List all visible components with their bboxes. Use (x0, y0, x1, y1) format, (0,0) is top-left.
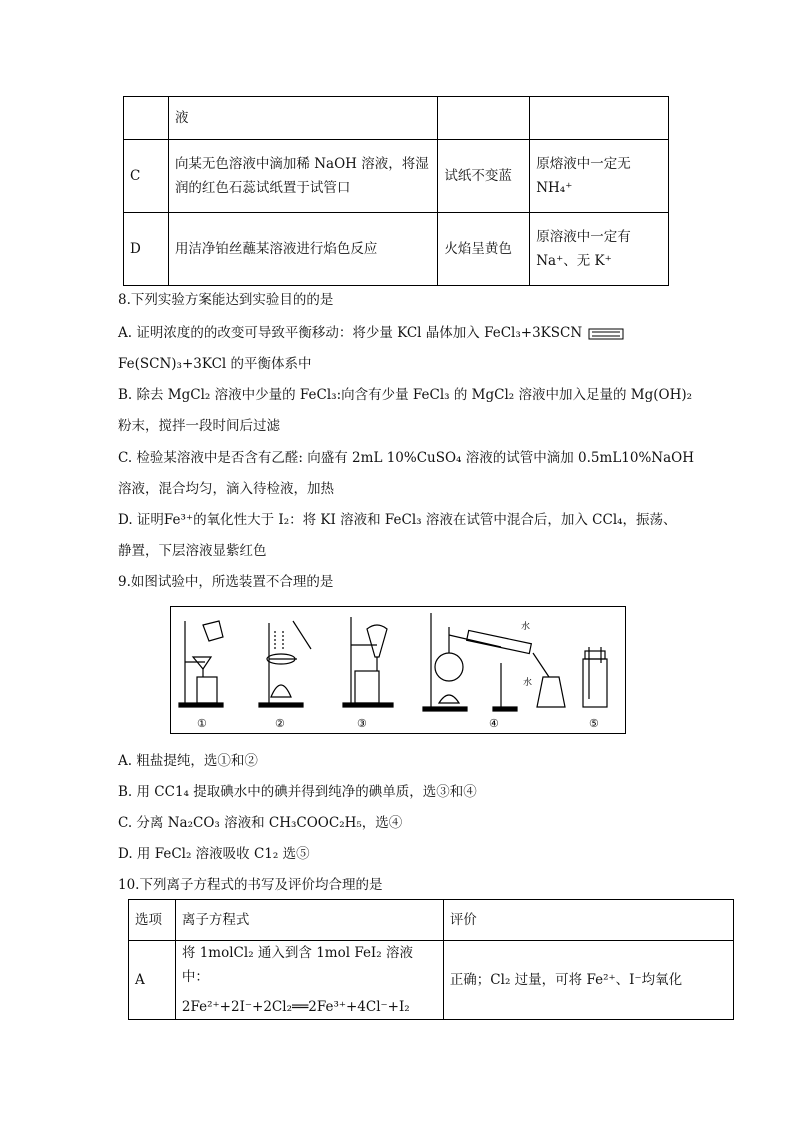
figure-label-2: ② (275, 717, 285, 730)
figure-label-1: ① (197, 717, 207, 730)
apparatus-5-icon (583, 647, 607, 707)
q9-option-d: D. 用 FeCl₂ 溶液吸收 C1₂ 选⑤ (118, 846, 310, 862)
cell-label: D (124, 213, 169, 286)
q8-option-c-line1: C. 检验某溶液中是否含有乙醛: 向盛有 2mL 10%CuSO₄ 溶液的试管中滴加 0.5mL10%NaOH (118, 450, 694, 466)
q8-option-a-line2: Fe(SCN)₃+3KCl 的平衡体系中 (118, 356, 312, 372)
cell-phenomenon (438, 97, 530, 140)
figure-label-4: ④ (489, 717, 499, 730)
q10-stem: 10.下列离子方程式的书写及评价均合理的是 (118, 877, 383, 893)
cell-conclusion: 原溶液中一定有 Na⁺、无 K⁺ (530, 213, 669, 286)
q8-option-a-text: A. 证明浓度的的改变可导致平衡移动：将少量 KCl 晶体加入 FeCl₃+3KSCN (118, 325, 583, 341)
table-row (124, 97, 669, 140)
figure-label-5: ⑤ (589, 717, 599, 730)
cell-operation: 用洁净铂丝蘸某溶液进行焰色反应 (168, 213, 437, 286)
apparatus-figure (170, 606, 626, 734)
equilibrium-arrow-icon (588, 328, 624, 340)
cell-conclusion (530, 97, 669, 140)
q9-stem: 9.如图试验中，所选装置不合理的是 (118, 574, 334, 590)
q8-option-d-line1: D. 证明Fe³⁺的氧化性大于 I₂：将 KI 溶液和 FeCl₃ 溶液在试管中混合后，加入 CCl₄，振荡、 (118, 512, 677, 528)
apparatus-2-icon (259, 621, 311, 707)
water-label: 水 (523, 678, 533, 688)
cell-phenomenon: 试纸不变蓝 (438, 140, 530, 213)
q8-stem: 8.下列实验方案能达到实验目的的是 (118, 292, 334, 308)
apparatus-drawing (171, 607, 625, 733)
apparatus-4-icon (423, 613, 565, 711)
q9-option-b: B. 用 CC1₄ 提取碘水中的碘并得到纯净的碘单质，选③和④ (118, 784, 477, 800)
table-row (124, 140, 669, 213)
table-header-row (129, 900, 734, 941)
table-row (129, 941, 734, 1020)
q8-option-b-line1: B. 除去 MgCl₂ 溶液中少量的 FeCl₃:向含有少量 FeCl₃ 的 MgCl₂ 溶液中加入足量的 Mg(OH)₂ (118, 387, 693, 403)
q8-option-a-line1 (118, 323, 624, 343)
table-row (124, 213, 669, 286)
cell-conclusion: 原熔液中一定无 NH₄⁺ (530, 140, 669, 213)
q8-option-c-line2: 溶液，混合均匀，滴入待检液，加热 (118, 481, 334, 497)
cell-equation (175, 941, 443, 1020)
experiment-table (123, 96, 669, 286)
q8-option-d-line2: 静置，下层溶液显紫红色 (118, 543, 267, 559)
cell-operation: 液 (168, 97, 437, 140)
header-equation: 离子方程式 (175, 900, 443, 941)
apparatus-1-icon (179, 621, 223, 707)
q8-option-b-line2: 粉末，搅拌一段时间后过滤 (118, 418, 280, 434)
cell-evaluation: 正确；Cl₂ 过量，可将 Fe²⁺、I⁻均氧化 (443, 941, 733, 1020)
header-option: 选项 (129, 900, 176, 941)
header-evaluation: 评价 (443, 900, 733, 941)
cell-label: A (129, 941, 176, 1020)
water-label: 水 (521, 622, 531, 632)
ion-equation-table (128, 899, 734, 1020)
cell-label: C (124, 140, 169, 213)
cell-operation: 向某无色溶液中滴加稀 NaOH 溶液，将湿润的红色石蕊试纸置于试管口 (168, 140, 437, 213)
q9-option-a: A. 粗盐提纯，选①和② (118, 753, 258, 769)
q9-option-c: C. 分离 Na₂CO₃ 溶液和 CH₃COOC₂H₅，选④ (118, 815, 403, 831)
cell-label (124, 97, 169, 140)
apparatus-3-icon (343, 617, 393, 707)
equation-line-2: 2Fe²⁺+2I⁻+2Cl₂══2Fe³⁺+4Cl⁻+I₂ (181, 999, 410, 1015)
figure-label-3: ③ (357, 717, 367, 730)
cell-phenomenon: 火焰呈黄色 (438, 213, 530, 286)
equation-line-1: 将 1molCl₂ 通入到含 1mol FeI₂ 溶液中： (181, 945, 413, 985)
